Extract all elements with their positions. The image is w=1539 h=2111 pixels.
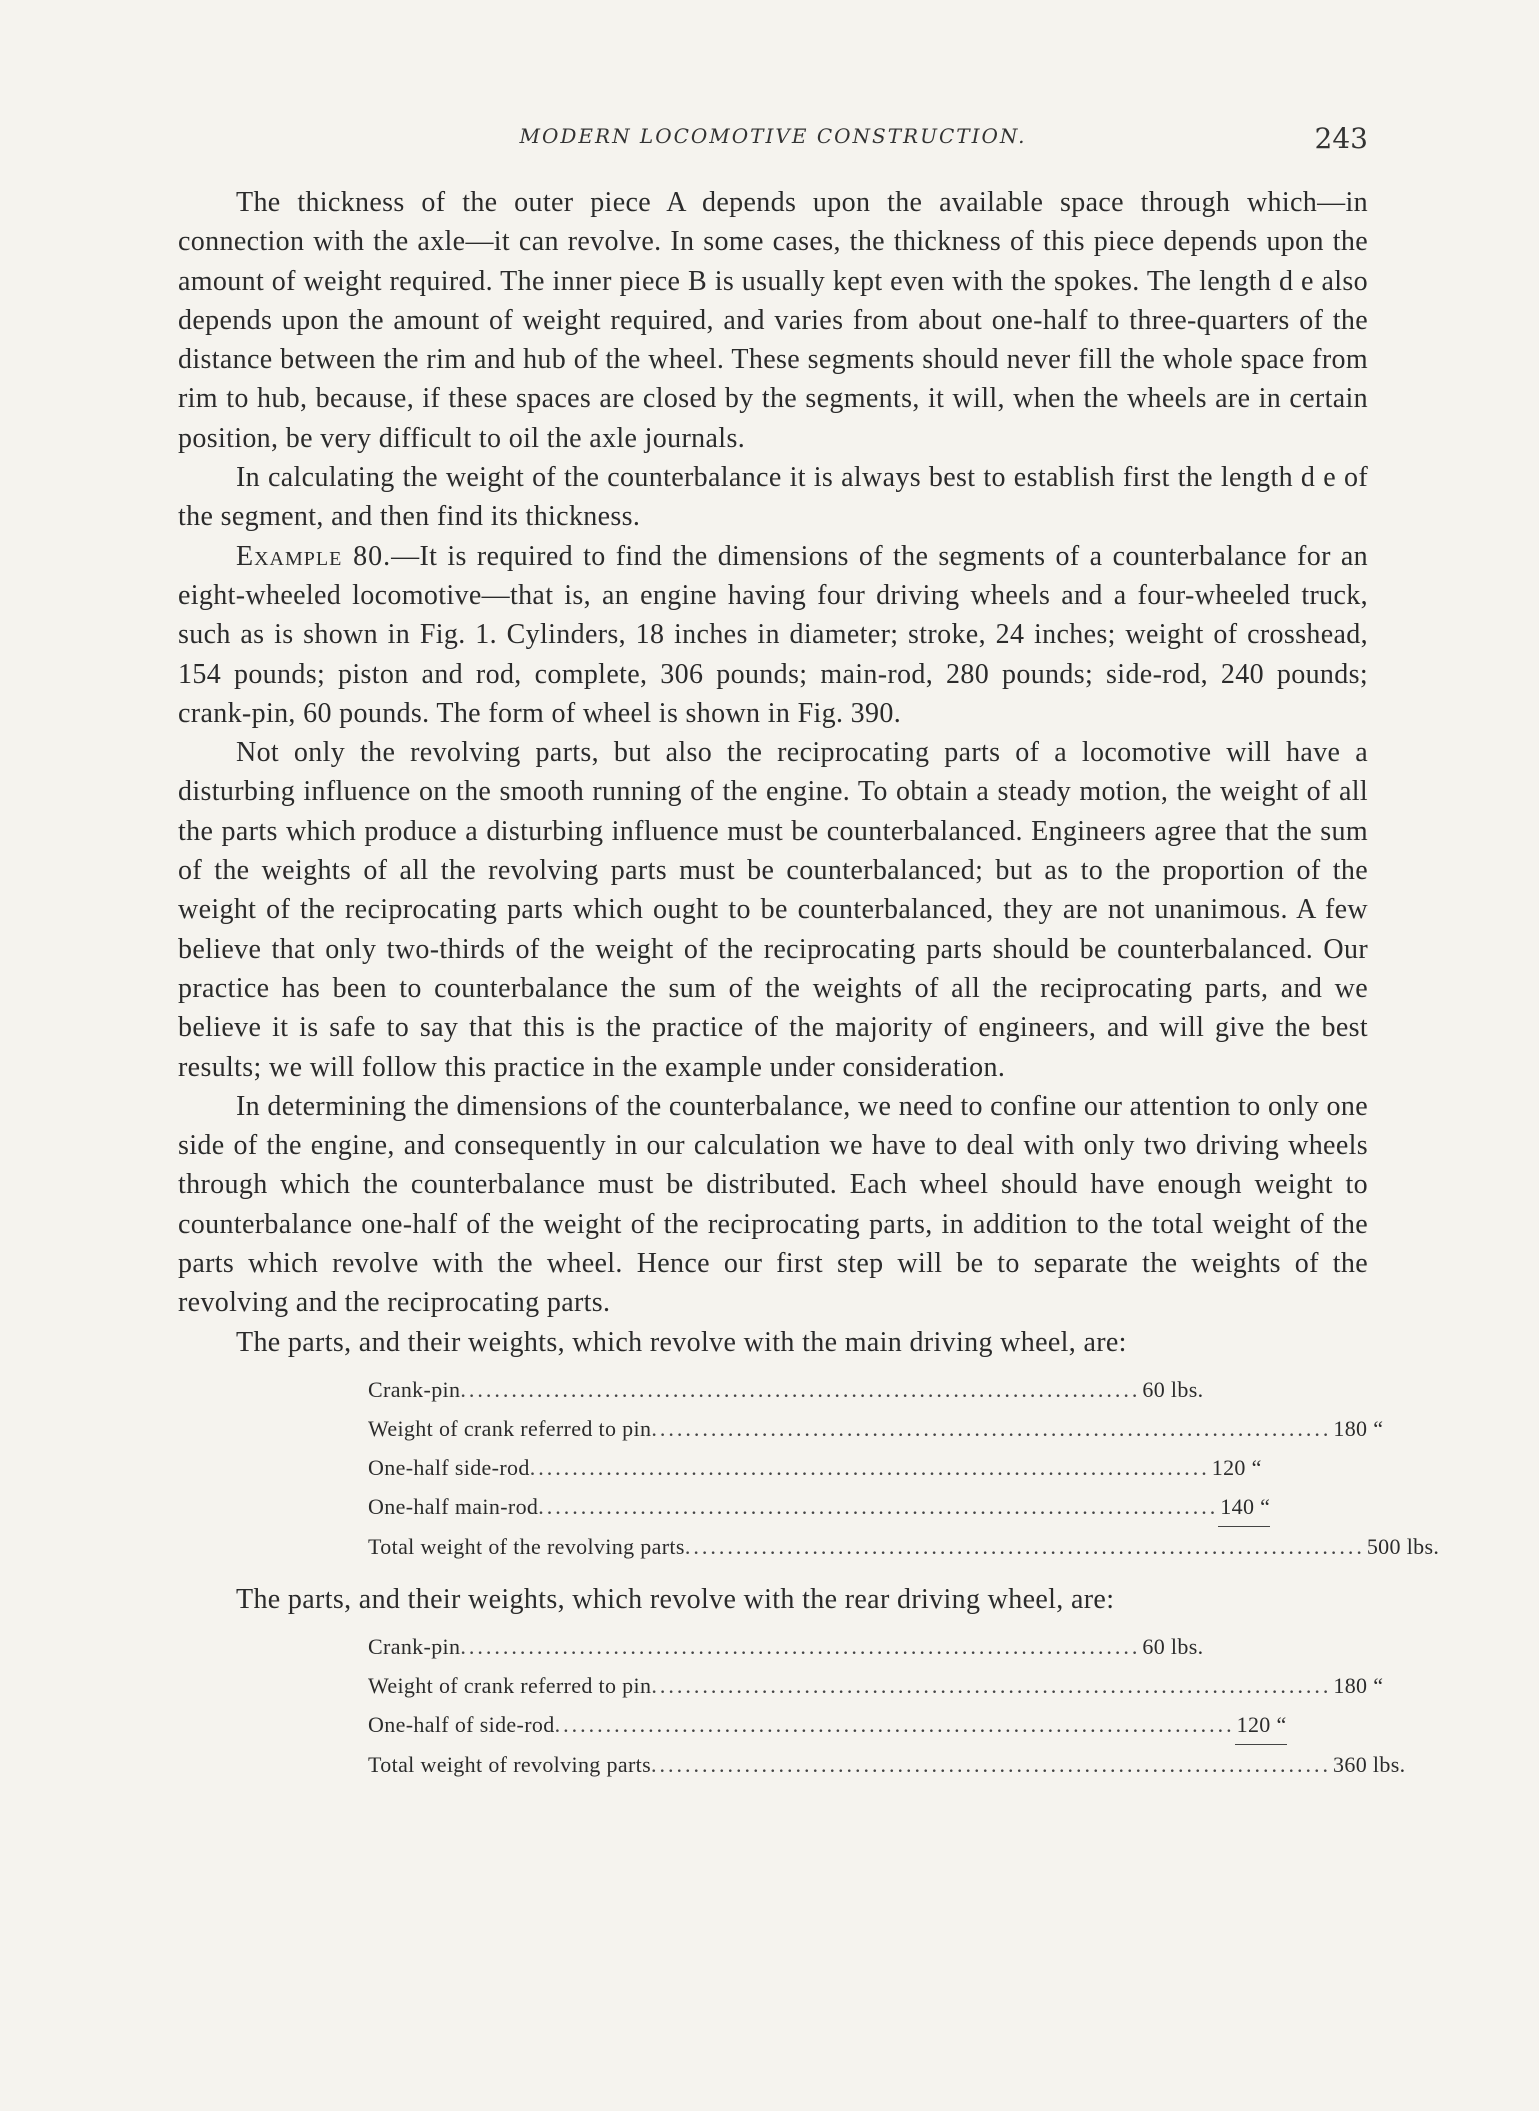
rear-wheel-weights-table	[368, 1627, 1406, 1784]
row-value: 500 lbs.	[1366, 1533, 1440, 1559]
row-label: Weight of crank referred to pin	[368, 1673, 652, 1699]
row-value: 120 “	[1235, 1705, 1287, 1745]
table-total-row	[368, 1745, 1406, 1784]
table-row	[368, 1666, 1384, 1705]
paragraph-rear-wheel-intro: The parts, and their weights, which revolve with the rear driving wheel, are:	[236, 1583, 1115, 1615]
row-label: Total weight of revolving parts	[368, 1752, 652, 1778]
table-row	[368, 1370, 1204, 1409]
dot-leader: ................................................................................	[554, 1712, 1235, 1738]
example-text: —It is required to find the dimensions of the segments of a counterbalance for an eight-wheeled locomotive—that is, an engine having four driving wheels and a four-wheeled truck, such as is shown in Fig. 1. Cylinders, 18 inches in diameter; stroke, 24 inches; weight of crosshead, 154 pounds; piston and rod, complete, 306 pounds; main-rod, 280 pounds; side-rod, 240 pounds; crank-pin, 60 pounds. The form of wheel is shown in Fig. 390.	[178, 540, 1368, 729]
dot-leader: ................................................................................	[651, 1415, 1332, 1441]
dot-leader: ................................................................................	[651, 1752, 1332, 1778]
example-label: Example 80.	[236, 540, 392, 572]
table-row	[368, 1409, 1384, 1448]
dot-leader: ................................................................................	[529, 1454, 1210, 1480]
paragraph-segment-thickness: The thickness of the outer piece A depends upon the available space through which—in connection with the axle—it can revolve. In some cases, the thickness of this piece depends upon the amount of weight required. The inner piece B is usually kept even with the spokes. The length d e also depends upon the amount of weight required, and varies from about one-half to three-quarters of the distance between the rim and hub of the wheel. These segments should never fill the whole space from rim to hub, because, if these spaces are closed by the segments, it will, when the wheels are in certain position, be very difficult to oil the axle journals.	[178, 187, 1368, 454]
table-total-row	[368, 1527, 1440, 1566]
dot-leader: ................................................................................	[651, 1673, 1332, 1699]
table-row	[368, 1487, 1271, 1527]
row-value: 180 “	[1333, 1673, 1384, 1699]
row-value: 140 “	[1218, 1487, 1270, 1527]
row-label: Crank-pin	[368, 1376, 461, 1402]
table-row	[368, 1705, 1287, 1745]
dot-leader: ................................................................................	[684, 1533, 1365, 1559]
table-row	[368, 1448, 1262, 1487]
row-label: Total weight of the revolving parts	[368, 1533, 685, 1559]
table-row	[368, 1627, 1204, 1666]
page-header	[178, 118, 1368, 158]
dot-leader: ................................................................................	[538, 1493, 1219, 1519]
page-number: 243	[1314, 122, 1368, 155]
paragraph-main-wheel-intro: The parts, and their weights, which revolve with the main driving wheel, are:	[236, 1326, 1127, 1358]
row-value: 60 lbs.	[1142, 1634, 1204, 1660]
row-value: 60 lbs.	[1142, 1376, 1204, 1402]
dot-leader: ................................................................................	[460, 1634, 1141, 1660]
row-value: 120 “	[1211, 1454, 1262, 1480]
page-body	[178, 183, 1440, 1798]
row-label: One-half side-rod	[368, 1454, 530, 1480]
row-label: One-half of side-rod	[368, 1712, 555, 1738]
paragraph-reciprocating-parts: Not only the revolving parts, but also the reciprocating parts of a locomotive will have a disturbing influence on the smooth running of the engine. To obtain a steady motion, the weight of all the parts which produce a disturbing influence must be counterbalanced. Engineers agree that the sum of the weights of all the revolving parts must be counterbalanced; but as to the proportion of the weight of the reciprocating parts which ought to be counterbalanced, they are not unanimous. A few believe that only two-thirds of the weight of the reciprocating parts should be counterbalanced. Our practice has been to counterbalance the sum of the weights of all the reciprocating parts, and we believe it is safe to say that this is the practice of the majority of engineers, and will give the best results; we will follow this practice in the example under consideration.	[178, 737, 1368, 1083]
main-wheel-weights-table	[368, 1370, 1440, 1566]
paragraph-calculating-weight: In calculating the weight of the counterbalance it is always best to establish first the length d e of the segment, and then find its thickness.	[178, 462, 1368, 533]
row-value: 180 “	[1333, 1415, 1384, 1441]
paragraph-determining-dimensions: In determining the dimensions of the counterbalance, we need to confine our attention to only one side of the engine, and consequently in our calculation we have to deal with only two driving wheels through which the counterbalance must be distributed. Each wheel should have enough weight to counterbalance one-half of the weight of the reciprocating parts, in addition to the total weight of the parts which revolve with the wheel. Hence our first step will be to separate the weights of the revolving and the reciprocating parts.	[178, 1090, 1368, 1319]
row-label: Weight of crank referred to pin	[368, 1415, 652, 1441]
paragraph-example-80	[178, 537, 1368, 733]
row-label: Crank-pin	[368, 1634, 461, 1660]
dot-leader: ................................................................................	[460, 1376, 1141, 1402]
row-label: One-half main-rod	[368, 1493, 539, 1519]
running-title: MODERN LOCOMOTIVE CONSTRUCTION.	[519, 124, 1027, 148]
row-value: 360 lbs.	[1333, 1752, 1406, 1778]
